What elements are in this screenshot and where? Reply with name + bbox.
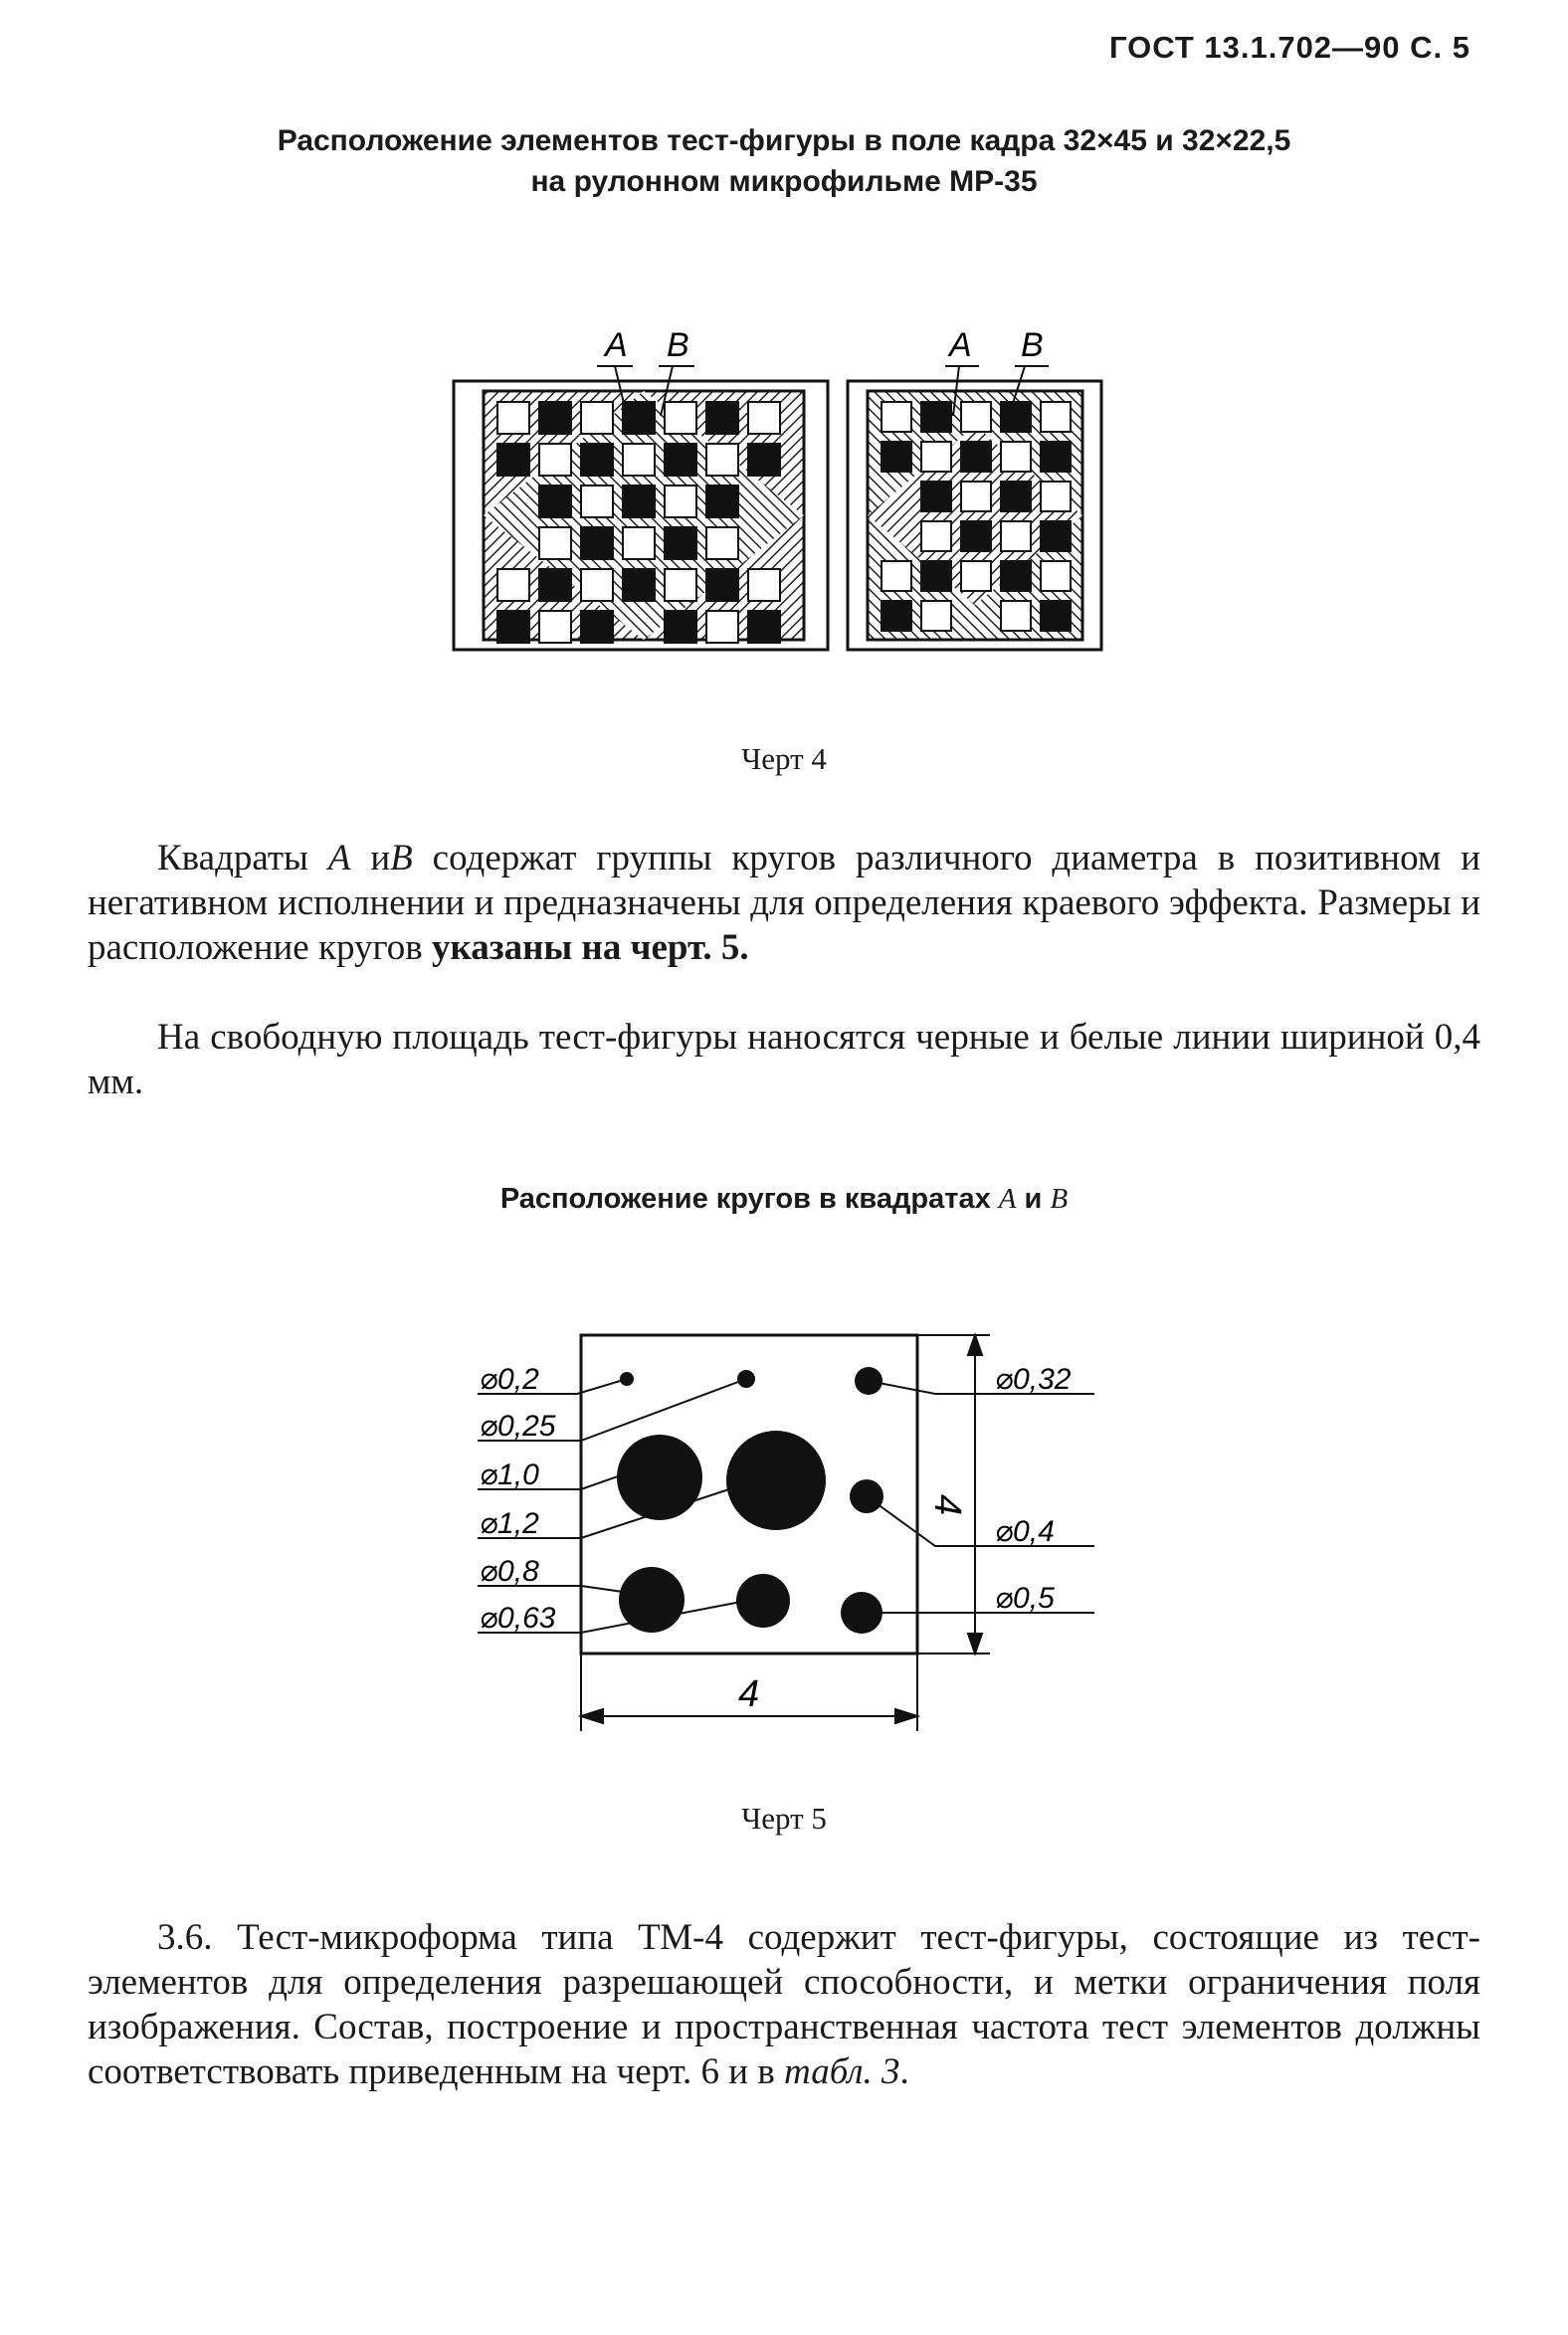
figure5-title: Расположение кругов в квадратах A и B [499, 1183, 1069, 1215]
checker-square [497, 611, 529, 643]
checker-square [539, 486, 571, 517]
fig4-label-a-right: A [949, 326, 972, 364]
label-d0.5: ⌀0,5 [995, 1582, 1055, 1615]
checker-square [581, 569, 613, 601]
checker-square [961, 521, 991, 551]
checker-square [539, 611, 571, 643]
checker-square [961, 402, 991, 432]
checker-square [623, 486, 655, 517]
checker-square [665, 569, 696, 601]
checker-square [748, 569, 780, 601]
checker-square [665, 402, 696, 434]
checker-square [882, 442, 911, 472]
page-header: ГОСТ 13.1.702—90 С. 5 [1108, 30, 1470, 65]
checker-square [581, 527, 613, 559]
label-d0.32: ⌀0,32 [995, 1363, 1072, 1396]
checker-square [539, 444, 571, 476]
checker-square [665, 527, 696, 559]
checker-square [882, 601, 911, 631]
fig4-label-a-left: A [605, 326, 628, 364]
checker-square [1041, 521, 1071, 551]
checker-square [961, 442, 991, 472]
checker-square [1041, 402, 1071, 432]
paragraph-lines: На свободную площадь тест-фигуры наносятся черные и белые линии шириной 0,4 мм. [88, 1017, 1480, 1102]
checker-square [665, 611, 696, 643]
checker-square [497, 444, 529, 476]
checker-square [748, 402, 780, 434]
checker-square [882, 561, 911, 591]
figure4-caption: Черт 4 [741, 741, 827, 776]
figure4-diagram [438, 316, 1114, 655]
checker-square [539, 569, 571, 601]
figure5-caption: Черт 5 [741, 1801, 827, 1836]
figure4-title-line1: Расположение элементов тест-фигуры в поле кадра 32×45 и 32×22,5 [277, 124, 1291, 157]
label-d1.2: ⌀1,2 [480, 1507, 539, 1540]
fig4-label-b-right: B [1021, 326, 1044, 364]
checker-square [961, 482, 991, 511]
figure5-diagram [468, 1313, 1104, 1751]
checker-square [497, 569, 529, 601]
checker-square [706, 527, 738, 559]
checker-square [706, 444, 738, 476]
circle-d1.0 [617, 1435, 702, 1520]
checker-square [581, 444, 613, 476]
checker-square [623, 444, 655, 476]
circle-d1.2 [726, 1431, 826, 1530]
checker-square [706, 486, 738, 517]
checker-square [539, 402, 571, 434]
checker-square [1041, 442, 1071, 472]
checker-square [665, 444, 696, 476]
checker-square [581, 611, 613, 643]
checker-square [921, 521, 951, 551]
dim-width-label: 4 [738, 1673, 760, 1715]
checker-square [748, 611, 780, 643]
checker-square [539, 527, 571, 559]
checker-square [581, 402, 613, 434]
checker-square [921, 402, 951, 432]
checker-square [961, 561, 991, 591]
label-d0.4: ⌀0,4 [995, 1515, 1055, 1548]
label-d0.25: ⌀0,25 [480, 1410, 556, 1443]
label-d0.63: ⌀0,63 [480, 1602, 556, 1635]
label-d1.0: ⌀1,0 [480, 1459, 539, 1491]
checker-square [581, 486, 613, 517]
label-d0.8: ⌀0,8 [480, 1555, 539, 1588]
checker-square [921, 442, 951, 472]
checker-square [1001, 561, 1031, 591]
frame-32x22.5 [848, 381, 1101, 650]
checker-square [665, 486, 696, 517]
checker-square [497, 402, 529, 434]
checker-square [1001, 442, 1031, 472]
checker-square [921, 601, 951, 631]
frame-32x45 [454, 381, 828, 650]
checker-square [921, 561, 951, 591]
checker-square [1001, 601, 1031, 631]
checker-square [921, 482, 951, 511]
checker-square [623, 569, 655, 601]
checker-square [1041, 561, 1071, 591]
checker-square [1041, 482, 1071, 511]
checker-square [623, 527, 655, 559]
paragraph-3-6: 3.6. Тест-микроформа типа ТМ-4 содержит тест-фигуры, состоящие из тест-элементов для определения разрешающей способности, и метки ограничения поля изображения. Состав, построение и пространственная частота тест элементов должны соответствовать приведенным на черт. 6 и в табл. 3. [88, 1917, 1480, 2092]
dim-height-label: 4 [926, 1494, 968, 1516]
checker-square [706, 402, 738, 434]
checker-square [623, 402, 655, 434]
checker-square [1001, 521, 1031, 551]
checker-square [706, 569, 738, 601]
checker-square [1001, 402, 1031, 432]
checker-square [882, 402, 911, 432]
paragraph-squares: Квадраты A иB содержат группы кругов различного диаметра в позитивном и негативном исполнении и предназначены для определения краевого эффекта. Размеры и расположение кругов указаны на черт. 5. [88, 838, 1480, 968]
figure4-title-line2: на рулонном микрофильме МР-35 [530, 165, 1038, 198]
checker-square [706, 611, 738, 643]
checker-square [1041, 601, 1071, 631]
label-d0.2: ⌀0,2 [480, 1363, 539, 1396]
fig4-label-b-left: B [667, 326, 689, 364]
checker-square [748, 444, 780, 476]
checker-square [1001, 482, 1031, 511]
